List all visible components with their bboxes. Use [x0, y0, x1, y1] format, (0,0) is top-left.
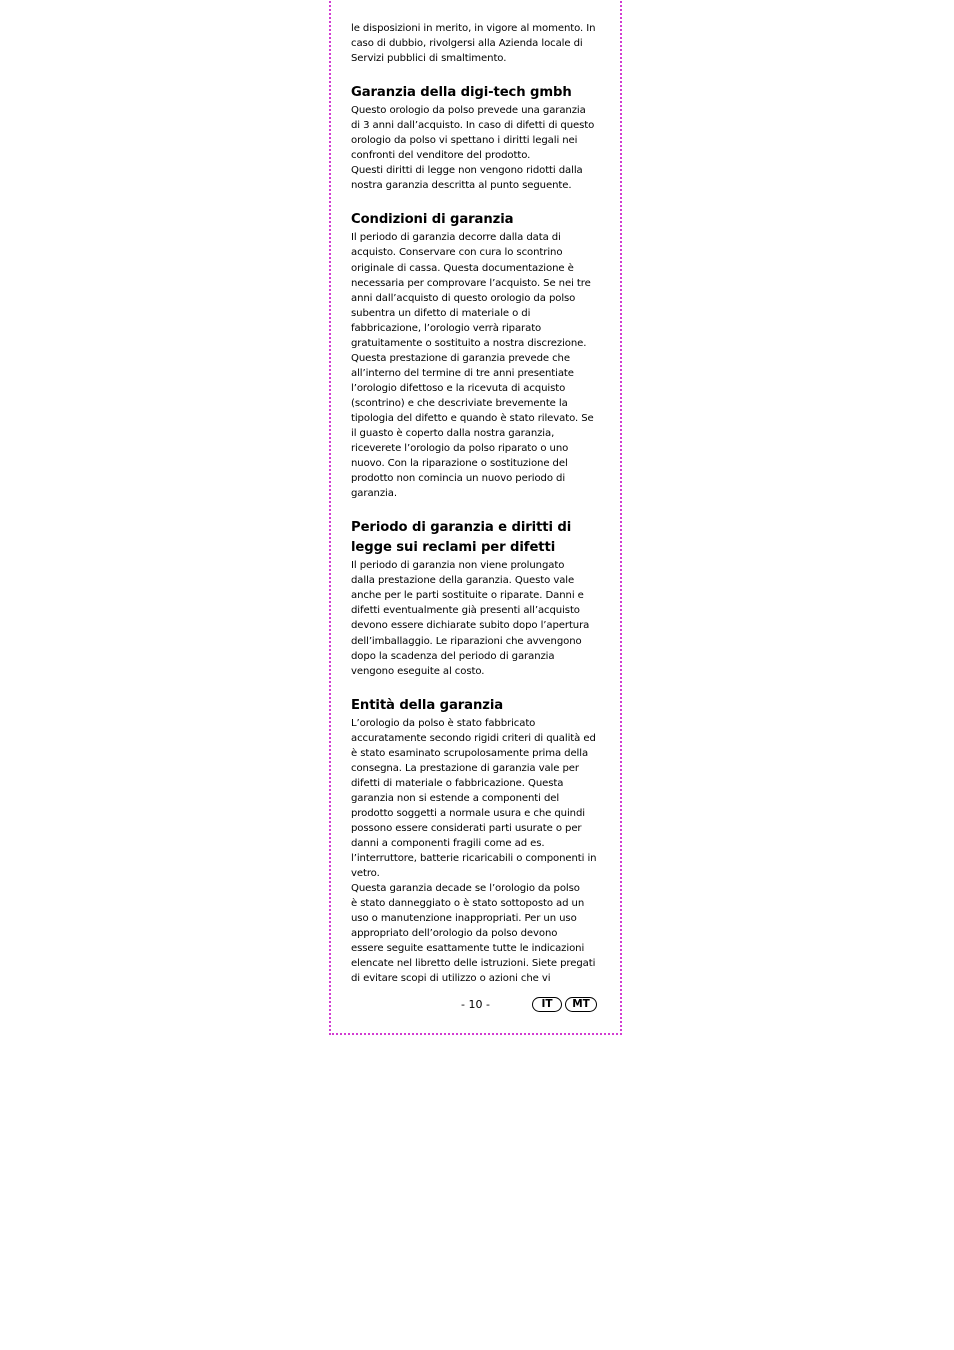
text-line: di 3 anni dall’acquisto. In caso di difetti di questo	[351, 120, 595, 132]
section-body	[351, 716, 599, 987]
text-line: Il periodo di garanzia non viene prolungato	[351, 560, 565, 572]
text-line: necessaria per comprovare l’acquisto. Se nei tre	[351, 277, 591, 289]
text-line: fabbricazione, l’orologio verrà riparato	[351, 322, 542, 334]
heading-line: Periodo di garanzia e diritti di	[351, 520, 572, 536]
page-number: - 10 -	[461, 998, 490, 1011]
section-heading: Condizioni di garanzia	[351, 212, 514, 228]
text-line: L’orologio da polso è stato fabbricato	[351, 717, 536, 729]
text-line: gratuitamente o sostituito a nostra discrezione.	[351, 337, 587, 349]
text-line: anni dall’acquisto di questo orologio da polso	[351, 292, 576, 304]
text-line: l’orologio difettoso e la ricevuta di acquisto	[351, 382, 566, 394]
text-line: dalla prestazione della garanzia. Questo vale	[351, 575, 575, 587]
text-line: devono essere dichiarate subito dopo l’apertura	[351, 620, 590, 632]
text-line: anche per le parti sostituite o riparate. Danni e	[351, 590, 584, 602]
text-line: di evitare scopi di utilizzo o azioni che vi	[351, 973, 551, 985]
language-badge-it: IT	[532, 997, 562, 1012]
text-line: prodotto non comincia un nuovo periodo di	[351, 473, 566, 485]
text-line: garanzia.	[351, 488, 397, 500]
heading-line: legge sui reclami per difetti	[351, 540, 556, 556]
section-heading	[351, 518, 599, 558]
section-body	[351, 103, 599, 193]
text-line: difetti di materiale o fabbricazione. Questa	[351, 777, 564, 789]
text-line: appropriato dell’orologio da polso devono	[351, 928, 558, 940]
manual-page-content	[351, 21, 599, 986]
text-line: uso o manutenzione inappropriati. Per un uso	[351, 913, 577, 925]
text-line: Questi diritti di legge non vengono ridotti dalla	[351, 165, 583, 177]
text-line: (scontrino) e che descriviate brevemente la	[351, 397, 568, 409]
text-line: accuratamente secondo rigidi criteri di qualità ed	[351, 732, 596, 744]
text-line: le disposizioni in merito, in vigore al momento. In	[351, 23, 596, 34]
text-line: caso di dubbio, rivolgersi alla Azienda locale di	[351, 38, 583, 50]
section-heading: Garanzia della digi-tech gmbh	[351, 85, 572, 101]
text-line: Il periodo di garanzia decorre dalla data di	[351, 232, 561, 244]
text-line: vetro.	[351, 868, 380, 880]
intro-paragraph	[351, 21, 599, 66]
text-line: il guasto è coperto dalla nostra garanzia,	[351, 428, 555, 440]
text-line: subentra un difetto di materiale o di	[351, 307, 531, 319]
text-line: essere seguite esattamente tutte le indicazioni	[351, 943, 585, 955]
text-line: orologio da polso vi spettano i diritti legali nei	[351, 135, 578, 147]
language-badge-mt: MT	[565, 997, 597, 1012]
text-line: Questa prestazione di garanzia prevede che	[351, 352, 570, 364]
text-line: consegna. La prestazione di garanzia vale per	[351, 762, 579, 774]
section-body	[351, 558, 599, 678]
text-line: Servizi pubblici di smaltimento.	[351, 53, 507, 65]
text-line: confronti del venditore del prodotto.	[351, 150, 531, 162]
text-line: originale di cassa. Questa documentazione è	[351, 262, 574, 274]
text-line: è stato esaminato scrupolosamente prima della	[351, 747, 589, 759]
text-line: possono essere considerati parti usurate o per	[351, 822, 582, 834]
text-line: nostra garanzia descritta al punto seguente.	[351, 180, 572, 192]
section-garanzia-digitech	[351, 83, 599, 193]
section-condizioni-garanzia	[351, 210, 599, 501]
text-line: Questo orologio da polso prevede una garanzia	[351, 105, 586, 117]
section-periodo-garanzia	[351, 518, 599, 678]
text-line: danni a componenti fragili come ad es.	[351, 838, 545, 850]
text-line: garanzia non si estende a componenti del	[351, 792, 560, 804]
page-footer	[351, 996, 599, 1018]
text-line: l’interruttore, batterie ricaricabili o componenti in	[351, 853, 597, 865]
text-line: dell’imballaggio. Le riparazioni che avvengono	[351, 635, 582, 647]
text-line: vengono eseguite al costo.	[351, 665, 485, 677]
section-body	[351, 230, 599, 501]
text-line: elencate nel libretto delle istruzioni. Siete pregati	[351, 958, 596, 970]
text-line: prodotto soggetti a normale usura e che quindi	[351, 807, 585, 819]
text-line: Questa garanzia decade se l’orologio da polso	[351, 883, 580, 895]
text-line: riceverete l’orologio da polso riparato o uno	[351, 443, 569, 455]
text-line: tipologia del difetto e quando è stato rilevato. Se	[351, 412, 594, 424]
section-entita-garanzia	[351, 696, 599, 987]
text-line: acquisto. Conservare con cura lo scontrino	[351, 247, 563, 259]
section-heading: Entità della garanzia	[351, 697, 504, 713]
text-line: dopo la scadenza del periodo di garanzia	[351, 650, 555, 662]
text-line: difetti eventualmente già presenti all’acquisto	[351, 605, 580, 617]
text-line: all’interno del termine di tre anni presentiate	[351, 367, 574, 379]
text-line: nuovo. Con la riparazione o sostituzione del	[351, 458, 568, 470]
text-line: è stato danneggiato o è stato sottoposto ad un	[351, 898, 585, 910]
